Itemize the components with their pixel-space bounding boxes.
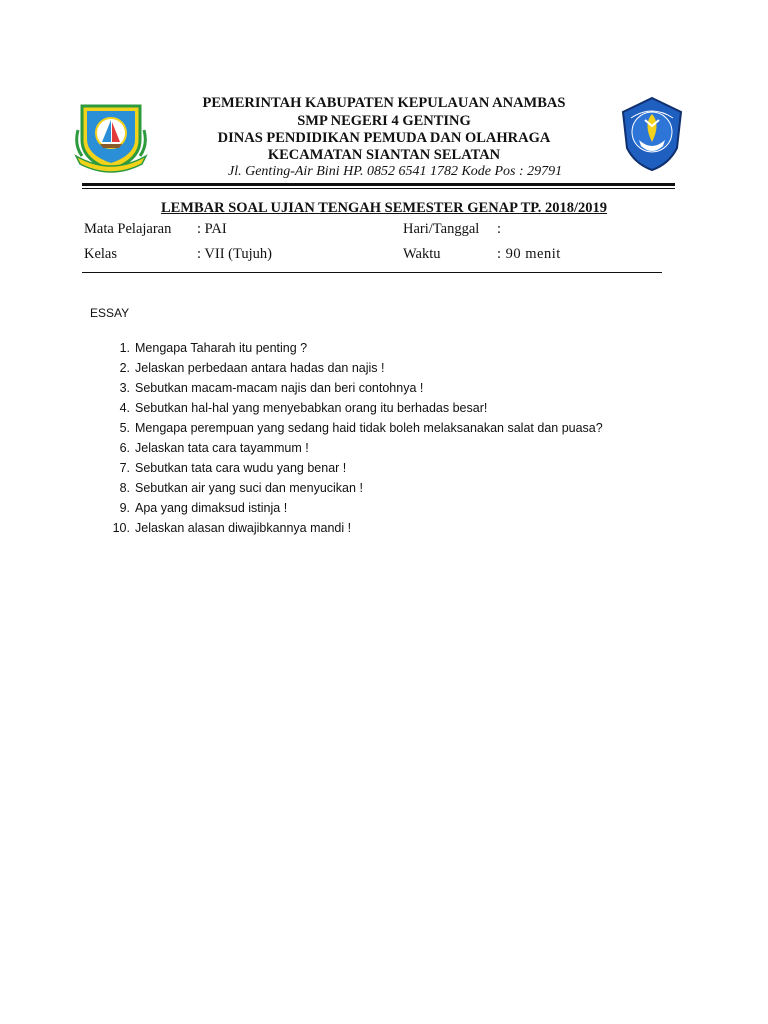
subject-value: : PAI	[197, 221, 227, 237]
question-text: Mengapa perempuan yang sedang haid tidak boleh melaksanakan salat dan puasa?	[135, 421, 603, 435]
exam-title: LEMBAR SOAL UJIAN TENGAH SEMESTER GENAP TP. 2018/2019	[160, 200, 608, 216]
class-value: : VII (Tujuh)	[197, 246, 272, 262]
question-text: Apa yang dimaksud istinja !	[135, 501, 288, 515]
header-divider-thick	[82, 183, 675, 186]
question-number: 7.	[119, 461, 130, 475]
question-number: 10.	[112, 521, 130, 535]
header-address: Jl. Genting-Air Bini HP. 0852 6541 1782 Kode Pos : 29791	[228, 164, 563, 179]
question-number: 3.	[119, 381, 130, 395]
question-number: 2.	[119, 361, 130, 375]
question-number: 1.	[119, 341, 130, 355]
question-text: Jelaskan perbedaan antara hadas dan najis !	[135, 361, 385, 375]
header-district: KECAMATAN SIANTAN SELATAN	[267, 147, 501, 163]
header-school: SMP NEGERI 4 GENTING	[297, 113, 471, 129]
question-text: Sebutkan macam-macam najis dan beri contohnya !	[135, 381, 424, 395]
time-label: Waktu	[403, 246, 441, 262]
question-number: 8.	[119, 481, 130, 495]
header-divider-thin	[82, 188, 675, 189]
info-divider	[82, 272, 662, 273]
question-text: Jelaskan tata cara tayammum !	[135, 441, 309, 455]
header-department: DINAS PENDIDIKAN PEMUDA DAN OLAHRAGA	[217, 130, 551, 146]
class-label: Kelas	[84, 246, 118, 262]
date-value: :	[497, 221, 502, 237]
question-number: 5.	[119, 421, 130, 435]
section-title: ESSAY	[90, 306, 130, 320]
question-number: 6.	[119, 441, 130, 455]
question-text: Sebutkan air yang suci dan menyucikan !	[135, 481, 363, 495]
time-value: : 90 menit	[497, 246, 561, 262]
question-number: 9.	[119, 501, 130, 515]
question-text: Sebutkan tata cara wudu yang benar !	[135, 461, 347, 475]
question-text: Jelaskan alasan diwajibkannya mandi !	[135, 521, 352, 535]
question-number: 4.	[119, 401, 130, 415]
date-label: Hari/Tanggal	[403, 221, 480, 237]
header-government: PEMERINTAH KABUPATEN KEPULAUAN ANAMBAS	[202, 95, 566, 111]
question-text: Sebutkan hal-hal yang menyebabkan orang itu berhadas besar!	[135, 401, 488, 415]
subject-label: Mata Pelajaran	[84, 221, 172, 237]
question-text: Mengapa Taharah itu penting ?	[135, 341, 308, 355]
